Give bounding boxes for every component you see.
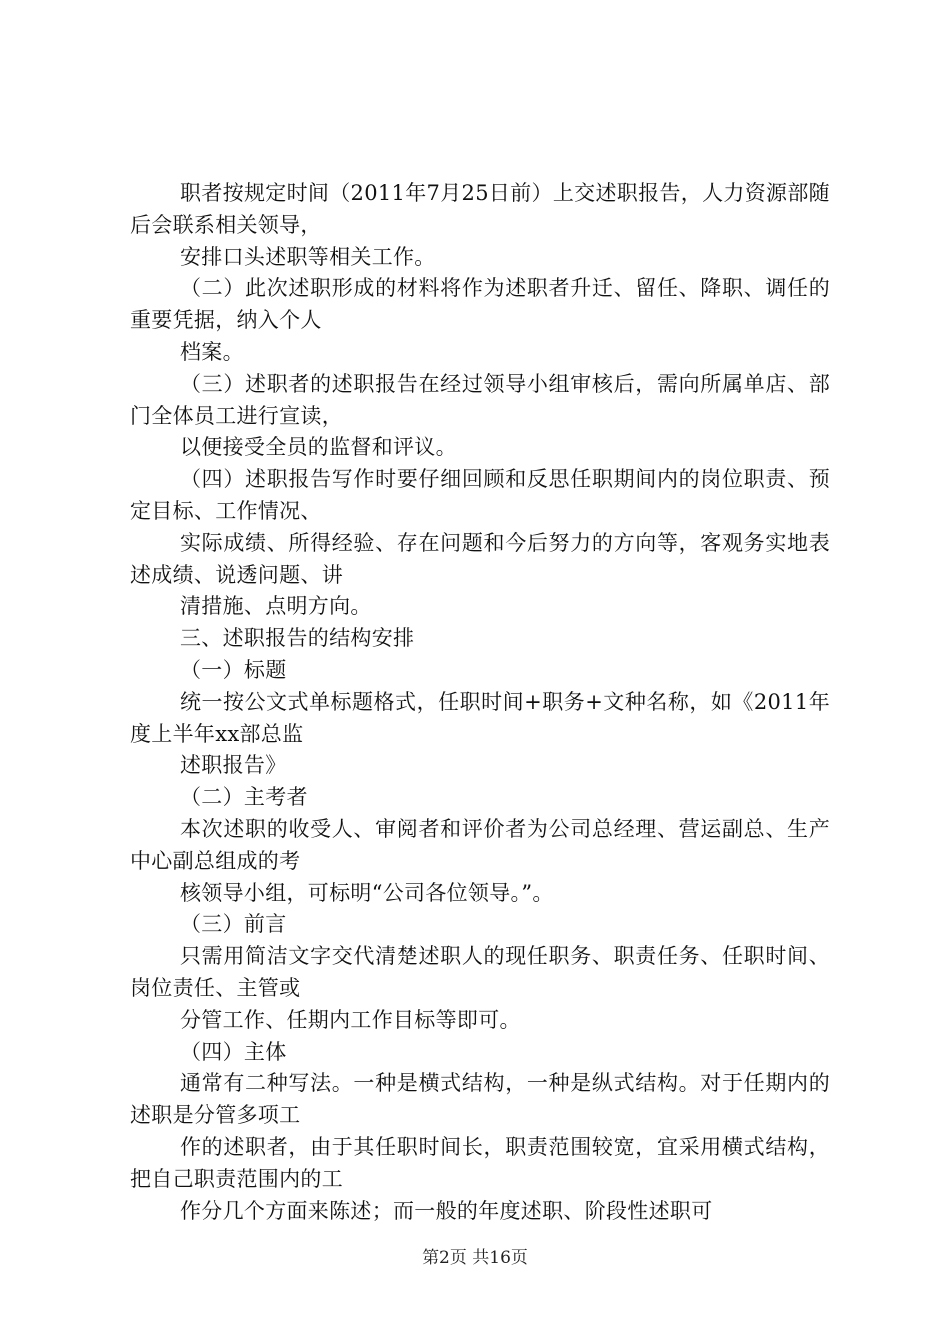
subheading-preface: （三）前言 <box>180 912 287 937</box>
document-body <box>130 178 830 1227</box>
paragraph-5: （三）述职者的述职报告在经过领导小组审核后，需向所属单店、部门全体员工进行宣读， <box>130 371 830 428</box>
paragraph-22: 作的述职者，由于其任职时间长，职责范围较宽，宜采用横式结构，把自己职责范围内的工 <box>130 1134 830 1191</box>
paragraph-1: 职者按规定时间（2011年7月25日前）上交述职报告，人力资源部随后会联系相关领导， <box>130 181 830 237</box>
paragraph-21: 通常有二种写法。一种是横式结构，一种是纵式结构。对于任期内的述职是分管多项工 <box>130 1071 830 1128</box>
paragraph-6: 以便接受全员的监督和评议。 <box>180 435 457 460</box>
paragraph-3: （二）此次述职形成的材料将作为述职者升迁、留任、降职、调任的重要凭据，纳入个人 <box>130 276 830 333</box>
paragraph-2: 安排口头述职等相关工作。 <box>180 244 436 269</box>
paragraph-8: 实际成绩、所得经验、存在问题和今后努力的方向等，客观务实地表述成绩、说透问题、讲 <box>130 530 830 587</box>
subheading-main-body: （四）主体 <box>180 1039 287 1064</box>
subheading-title: （一）标题 <box>180 657 287 682</box>
paragraph-19: 分管工作、任期内工作目标等即可。 <box>180 1007 521 1032</box>
paragraph-15: 本次述职的收受人、审阅者和评价者为公司总经理、营运副总、生产中心副总组成的考 <box>130 816 830 873</box>
paragraph-7: （四）述职报告写作时要仔细回顾和反思任职期间内的岗位职责、预定目标、工作情况、 <box>130 467 830 523</box>
paragraph-4: 档案。 <box>180 339 244 364</box>
page-number-footer: 第2页 共16页 <box>422 1248 528 1268</box>
paragraph-13: 述职报告》 <box>180 753 287 778</box>
paragraph-12: 统一按公文式单标题格式，任职时间+职务+文种名称，如《2011年度上半年xx部总监 <box>130 689 830 746</box>
paragraph-16: 核领导小组，可标明“公司各位领导。”。 <box>180 880 554 905</box>
subheading-examiner: （二）主考者 <box>180 785 308 810</box>
paragraph-9: 清措施、点明方向。 <box>180 594 372 619</box>
paragraph-23: 作分几个方面来陈述；而一般的年度述职、阶段性述职可 <box>180 1198 713 1223</box>
paragraph-18: 只需用简洁文字交代清楚述职人的现任职务、职责任务、任职时间、岗位责任、主管或 <box>130 944 830 1000</box>
section-heading-3: 三、述职报告的结构安排 <box>180 626 415 651</box>
